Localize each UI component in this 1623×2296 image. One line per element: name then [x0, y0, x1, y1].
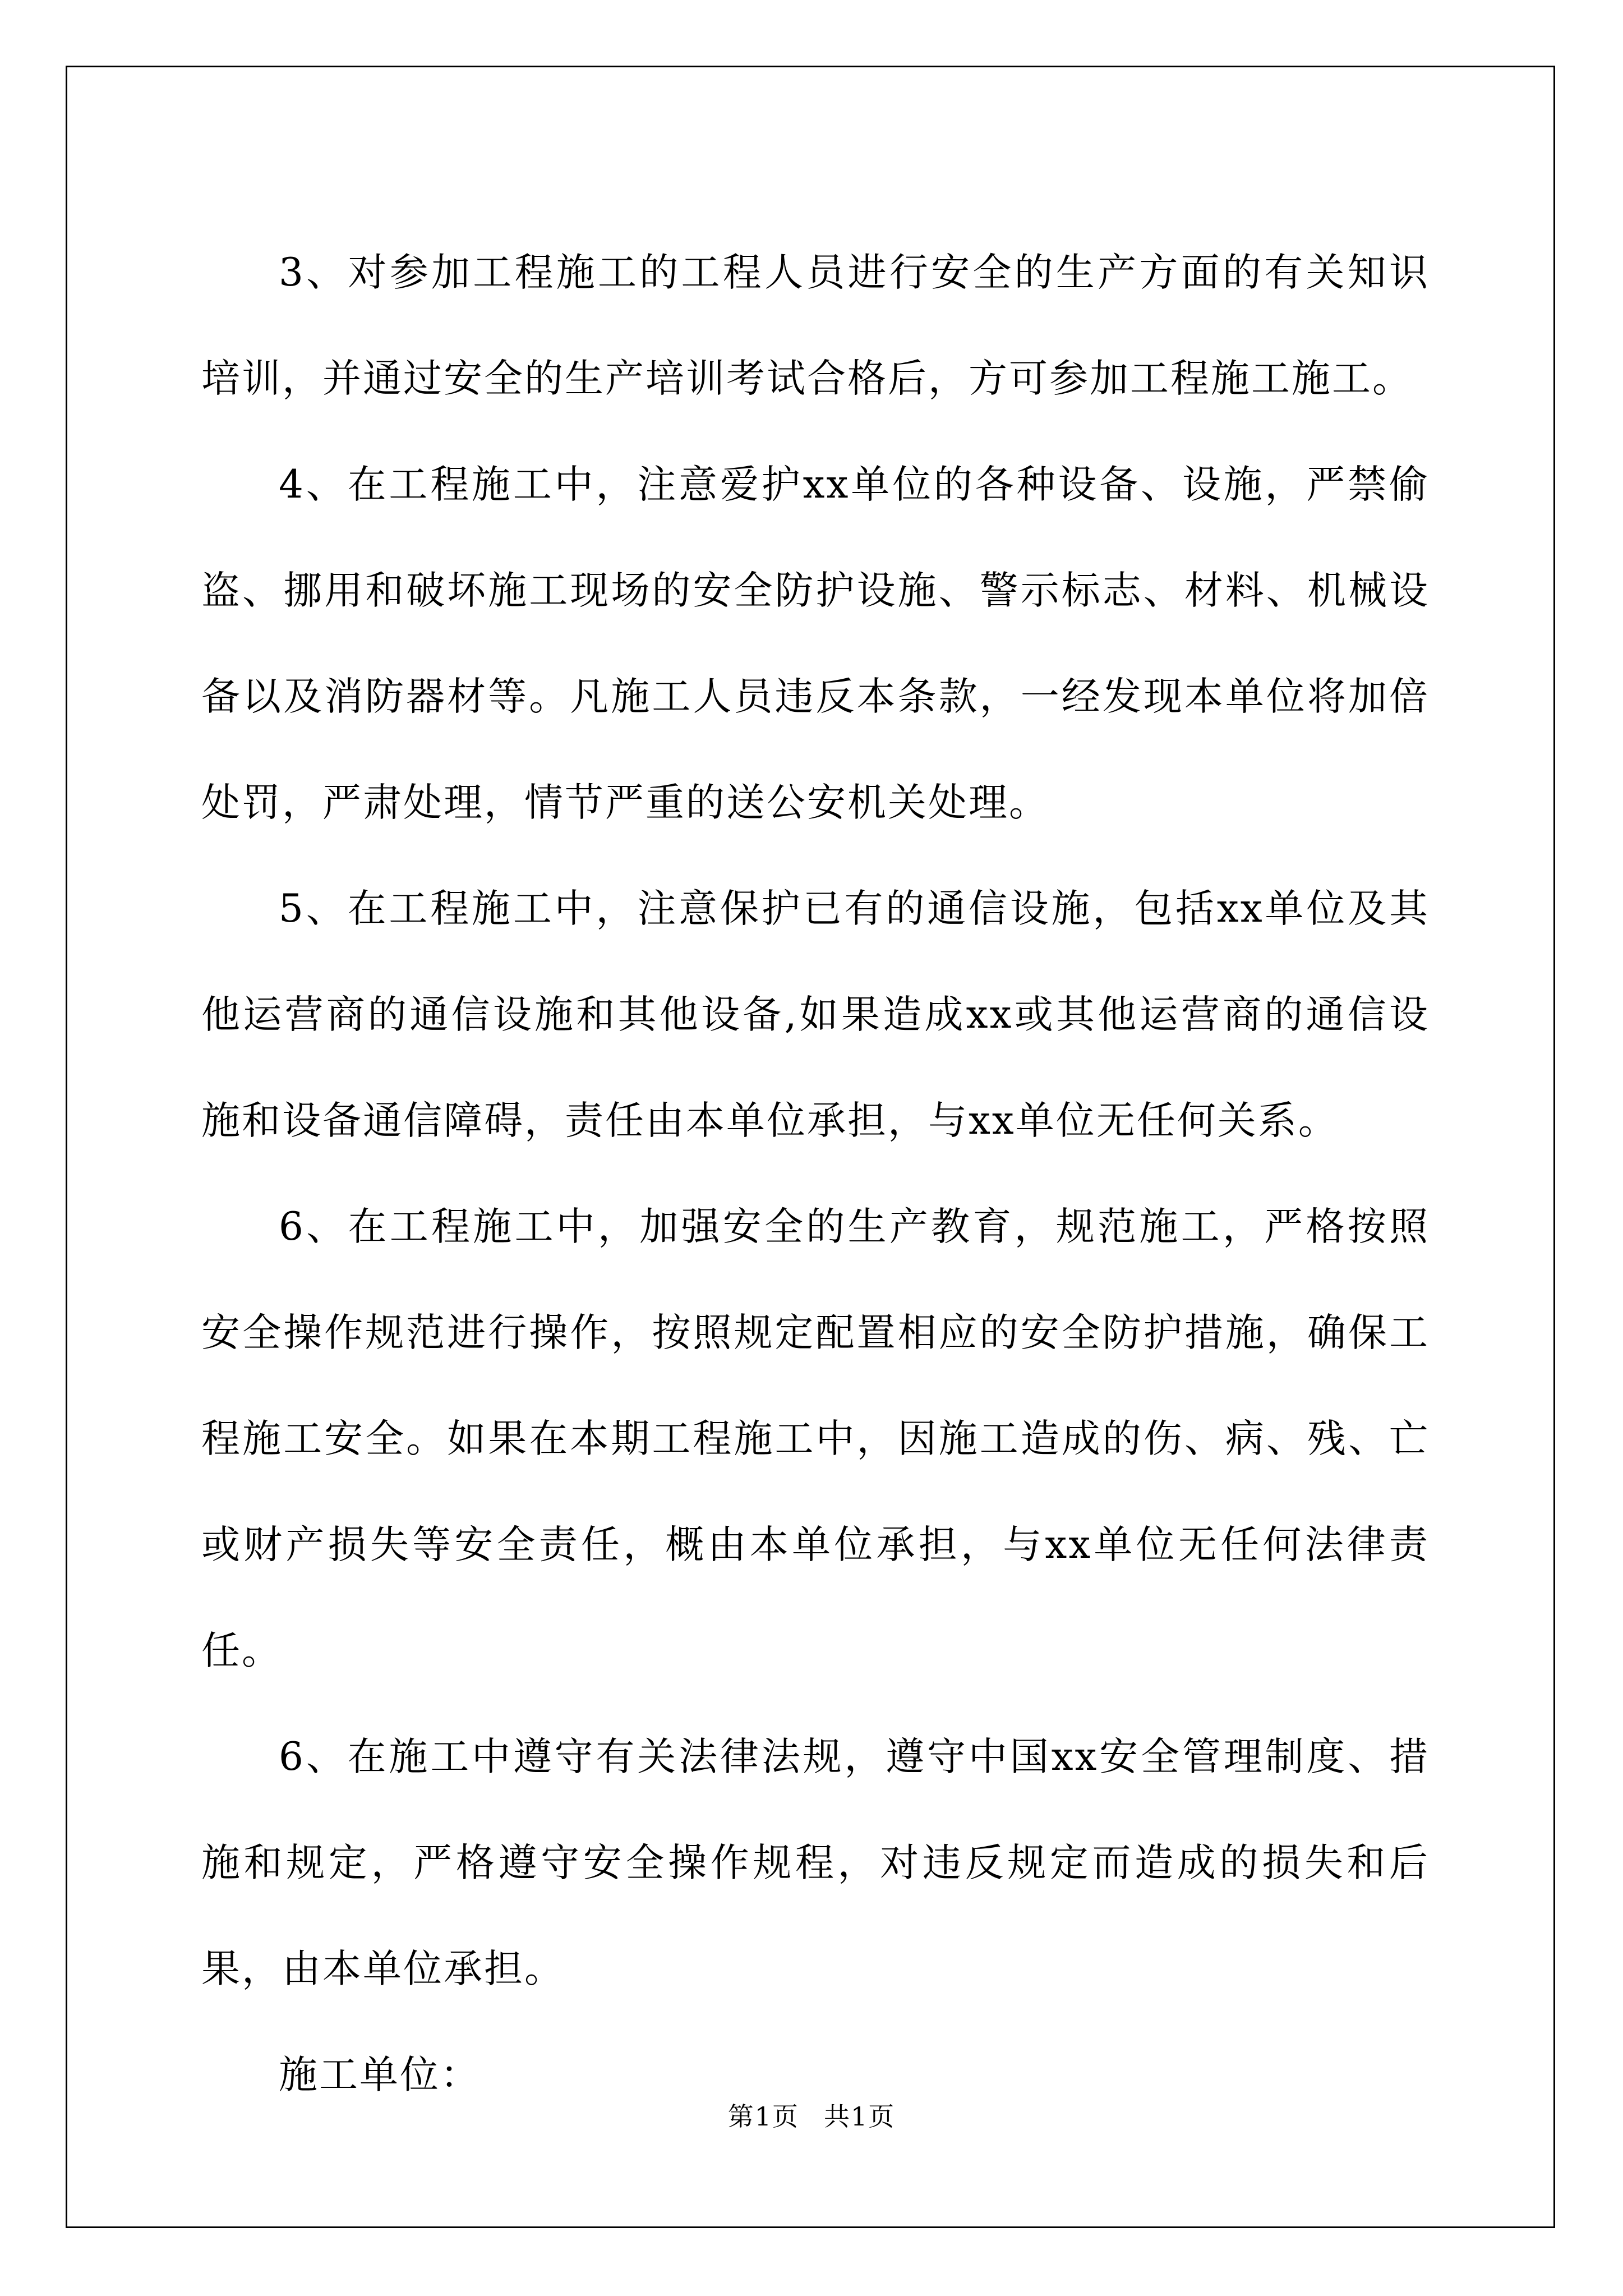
- page-total: 共1页: [824, 2101, 896, 2132]
- document-body: [201, 220, 1430, 2128]
- paragraph-item-3: 3、对参加工程施工的工程人员进行安全的生产方面的有关知识培训，并通过安全的生产培训考试合格后，方可参加工程施工施工。: [201, 250, 1430, 401]
- paragraph-item-6a: 6、在工程施工中，加强安全的生产教育，规范施工，严格按照安全操作规范进行操作，按照规定配置相应的安全防护措施，确保工程施工安全。如果在本期工程施工中，因施工造成的伤、病、残、亡或财产损失等安全责任，概由本单位承担，与xx单位无任何法律责任。: [201, 1204, 1430, 1673]
- page-footer: [0, 2101, 1623, 2132]
- paragraph-item-5: 5、在工程施工中，注意保护已有的通信设施，包括xx单位及其他运营商的通信设施和其他设备,如果造成xx或其他运营商的通信设施和设备通信障碍，责任由本单位承担，与xx单位无任何关系。: [201, 886, 1430, 1143]
- paragraph-item-4: 4、在工程施工中，注意爱护xx单位的各种设备、设施，严禁偷盗、挪用和破坏施工现场的安全防护设施、警示标志、材料、机械设备以及消防器材等。凡施工人员违反本条款，一经发现本单位将加倍处罚，严肃处理，情节严重的送公安机关处理。: [201, 462, 1430, 825]
- signature-label: 施工单位：: [279, 2053, 481, 2097]
- paragraph-item-6b: 6、在施工中遵守有关法律法规，遵守中国xx安全管理制度、措施和规定，严格遵守安全操作规程，对违反规定而造成的损失和后果，由本单位承担。: [201, 1734, 1430, 1991]
- page-number: 第1页: [727, 2101, 799, 2132]
